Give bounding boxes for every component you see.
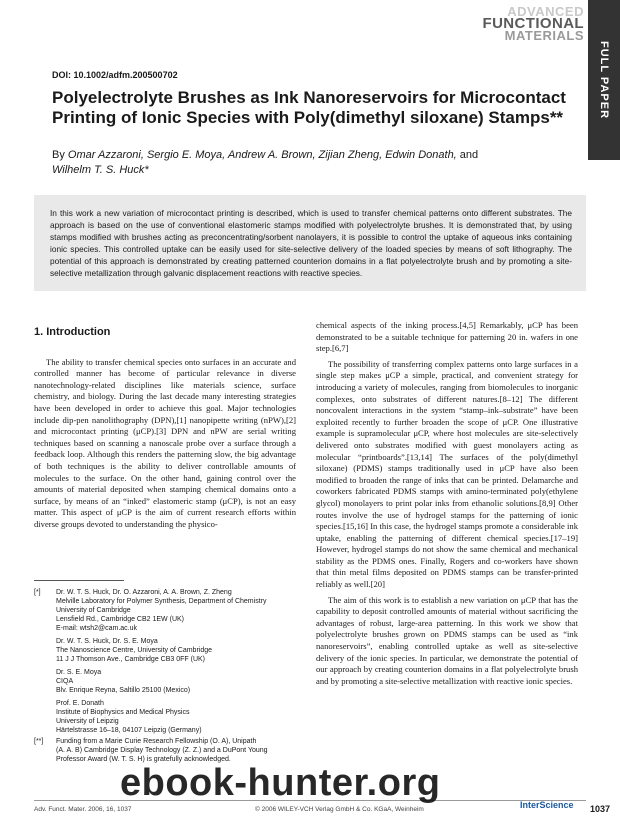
author-names: Omar Azzaroni, Sergio E. Moya, Andrew A. Brown, Zijian Zheng, Edwin Donath, <box>67 149 457 161</box>
watermark: ebook-hunter.org <box>120 762 441 804</box>
footnote-divider <box>34 580 124 581</box>
body-paragraph: The ability to transfer chemical species onto surfaces in an accurate and controlled manner has become of particular relevance in diverse nanotechnology-related disciplines like materials science, surface chemistry, and biology. During the last decade many interesting strategies have been developed in order to achieve this goal. Major technologies include dip-pen nanolithography (DPN),[1] nanopipette writing (nPW),[2] and microcontact printing (μCP).[3] DPN and nPW are serial writing techniques based on scanning a nanoscale probe over a surface through a feedback loop. Although this renders the patterning slow, the big advantage of both techniques is the ability to deliver controllable amounts of molecules to the surface. On the other hand, gaining control over the amounts of material deposited when stamping chemical domains onto a surface, by means of an “inked” elastomeric stamp (μCP), is not an easy matter. This aspect of μCP is the aim of current research efforts within diverse groups devoted to understanding the physico- <box>34 356 296 529</box>
section-tab-label: FULL PAPER <box>598 40 610 120</box>
footnote-line: Melville Laboratory for Polymer Synthesis, Department of Chemistry <box>56 598 267 605</box>
footnote <box>34 588 296 735</box>
footer-copyright: © 2006 WILEY-VCH Verlag GmbH & Co. KGaA, Weinheim <box>255 806 424 813</box>
footnote-line: Institute of Biophysics and Medical Physics <box>56 709 190 716</box>
abstract: In this work a new variation of microcontact printing is described, which is used to transfer chemical patterns onto different substrates. The approach is based on the use of conventional elastomeric stamps modified with polyelectrolyte brushes. It is demonstrated that, by using stamps modified with brushes acting as preconcentrating/sorbent nanolayers, it is possible to control the uptake of aqueous inks containing ionic species. This controlled uptake can be easily used for site-selective delivery of the loaded species by means of soft lithography. The potential of this approach is demonstrated by creating patterned counterion domains in a flat polyelectrolyte brush and by promoting a site-selective metallization through galvanic displacement reactions with reactive species. <box>34 195 586 291</box>
footnote-line: Professor Award (W. T. S. H) is gratefully acknowledged. <box>56 756 231 763</box>
footnote-line: (A. A. B) Cambridge Display Technology (Z. Z.) and a DuPont Young <box>56 747 268 754</box>
footnote-mark: [**] <box>34 738 44 745</box>
footnote-line: 11 J J Thomson Ave., Cambridge CB3 0FF (UK) <box>56 656 206 663</box>
footnote-line: Lensfield Rd., Cambridge CB2 1EW (UK) <box>56 616 184 623</box>
right-column <box>316 320 578 691</box>
footnote-line: Dr. W. T. S. Huck, Dr. S. E. Moya <box>56 638 158 645</box>
author-last: Wilhelm T. S. Huck* <box>52 164 149 176</box>
journal-logo <box>483 6 585 42</box>
footnote-mark: [*] <box>34 589 41 596</box>
authors-and: and <box>456 149 479 161</box>
publisher-logo: InterScience <box>520 800 574 810</box>
article-title: Polyelectrolyte Brushes as Ink Nanoreservoirs for Microcontact Printing of Ionic Species with Poly(dimethyl siloxane) Stamps** <box>52 88 566 127</box>
author-list <box>52 148 572 178</box>
footnote-line: Funding from a Marie Curie Research Fellowship (O. A), Unipath <box>56 738 257 745</box>
body-paragraph: The possibility of transferring complex patterns onto large surfaces in a single step makes μCP a simple, practical, and convenient strategy for introducing a variety of molecules, ranging from biomolecules to inorganic complexes, onto substrates of different natures.[8–12] The different noncovalent interactions in the system “stamp–ink–substrate” have been exploited recently to further broaden the scope of μCP. One illustrative example is supramolecular μCP, where host molecules are site-selectively delivered onto substrates modified with guest monolayers acting as molecular “printboards”.[13,14] The surfaces of the poly(dimethyl siloxane) (PDMS) stamps traditionally used in μCP have also been modified to broaden the range of inks that can be printed. Delamarche and coworkers fabricated PDMS stamps with amino-terminated poly(ethylene glycol) monolayers to print polar inks from ethanolic solutions.[8,9] Other routes involve the use of hydrogel stamps for the patterning of ionic species.[15,16] In this case, the hydrogel stamps promote a considerable ink uptake, enabling the patterning of different chemical species.[17–19] However, hydrogel stamps do not show the same chemical and mechanical stability as the PDMS ones. Finally, Rogers and co-workers have shown that thin metal films deposited on PDMS stamps can be transfer-printed reliably as well.[20] <box>316 358 578 590</box>
page-number: 1037 <box>590 804 611 814</box>
footnote-line: Blv. Enrique Reyna, Saltillo 25100 (Mexico) <box>56 687 191 694</box>
authors-prefix: By <box>52 149 68 161</box>
footer-citation: Adv. Funct. Mater. 2006, 16, 1037 <box>34 806 132 813</box>
footnote-line: Dr. S. E. Moya <box>56 669 102 676</box>
footnote-line: University of Leipzig <box>56 718 119 725</box>
footnote <box>34 737 296 764</box>
doi: DOI: 10.1002/adfm.200500702 <box>52 70 178 80</box>
footnote-line: E-mail: wtsh2@cam.ac.uk <box>56 625 138 632</box>
footnote-line: Dr. W. T. S. Huck, Dr. O. Azzaroni, A. A. Brown, Z. Zheng <box>56 589 232 596</box>
footnote-line: Prof. E. Donath <box>56 700 104 707</box>
footnote-line: CIQA <box>56 678 74 685</box>
body-paragraph: The aim of this work is to establish a new variation on μCP that has the capability to deposit controlled amounts of material without sacrificing the advantages of robust, large-area patterning. In this work we show that polyelectrolyte brushes grown on PDMS stamps can be used as “ink nanoreservoirs”, enabling controlled uptake as well as site-selective delivery of the ionic species. In particular, we demonstrate the potential of our approach by creating counterion domains in a flat polyelectrolyte brush and by promoting a site-selective metallization with reactive ionic species. <box>316 594 578 686</box>
footnote-line: University of Cambridge <box>56 607 131 614</box>
body-paragraph: chemical aspects of the inking process.[4,5] Remarkably, μCP has been demonstrated to be a suitable technique for patterning 20 in. wafers in one step.[6,7] <box>316 320 578 354</box>
footnote-line: Härtelstrasse 16–18, 04107 Leipzig (Germany) <box>56 727 202 734</box>
section-heading: 1. Introduction <box>34 326 111 338</box>
journal-logo-line: FUNCTIONAL <box>482 15 584 32</box>
journal-logo-line: MATERIALS <box>504 28 584 43</box>
left-column <box>34 320 296 535</box>
section-tab <box>588 0 620 160</box>
footnotes <box>34 588 296 766</box>
footnote-line: The Nanoscience Centre, University of Cambridge <box>56 647 213 654</box>
journal-logo-line: ADVANCED <box>507 4 584 19</box>
